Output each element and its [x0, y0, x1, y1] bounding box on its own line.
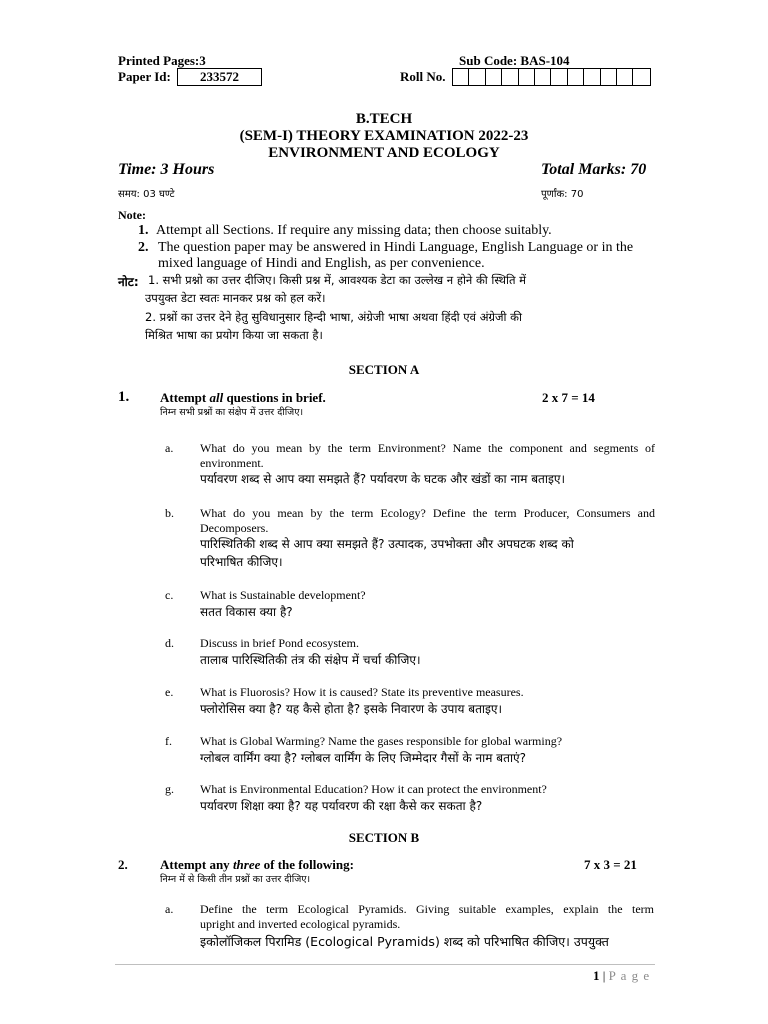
page-number: 1	[593, 968, 600, 983]
page-word: P a g e	[608, 968, 651, 983]
question-english-line1: What is Fluorosis? How it is caused? State its preventive measures.	[200, 685, 524, 699]
q1-number: 1.	[118, 389, 130, 405]
footer-divider	[115, 964, 655, 965]
roll-no-boxes[interactable]	[452, 68, 651, 86]
roll-no-cell[interactable]	[551, 69, 567, 85]
q1-instruction-post: questions in brief.	[223, 390, 326, 405]
roll-no-cell[interactable]	[519, 69, 535, 85]
note-hindi-2-line1: 2. प्रश्नों का उत्तर देने हेतु सुविधानुसार हिन्दी भाषा, अंग्रेजी भाषा अथवा हिंदी एवं अंग्रेजी की	[145, 310, 522, 324]
question-english-line1: What do you mean by the term Ecology? Define the term Producer, Consumers and	[200, 506, 655, 520]
roll-no-cell[interactable]	[633, 69, 649, 85]
q2-number: 2.	[118, 857, 128, 872]
question-english-line1: What do you mean by the term Environment? Name the component and segments of	[200, 441, 655, 455]
note-hindi-label: नोट:	[118, 275, 139, 289]
roll-no-cell[interactable]	[453, 69, 469, 85]
exam-title: (SEM-I) THEORY EXAMINATION 2022-23	[239, 128, 529, 144]
q2a-hindi-line1: इकोलॉजिकल पिरामिड (Ecological Pyramids) शब्द को परिभाषित कीजिए। उपयुक्त	[200, 934, 609, 949]
question-hindi-line1: पर्यावरण शब्द से आप क्या समझते हैं? पर्यावरण के घटक और खंडों का नाम बताइए।	[200, 472, 566, 486]
q2-instruction-post: of the following:	[260, 857, 354, 872]
note-2-number: 2.	[138, 240, 149, 255]
roll-no-cell[interactable]	[486, 69, 502, 85]
question-hindi-line1: ग्लोबल वार्मिंग क्या है? ग्लोबल वार्मिंग के लिए जिम्मेदार गैसों के नाम बताएं?	[200, 751, 527, 765]
q2-instruction-pre: Attempt any	[160, 857, 233, 872]
note-2-text-line2: mixed language of Hindi and English, as per convenience.	[158, 256, 485, 271]
question-english-line1: What is Global Warming? Name the gases responsible for global warming?	[200, 734, 563, 748]
total-marks-label: Total Marks: 70	[541, 161, 647, 178]
roll-no-cell[interactable]	[568, 69, 584, 85]
note-label: Note:	[118, 208, 146, 222]
time-label: Time: 3 Hours	[118, 161, 215, 178]
question-english-line1: What is Sustainable development?	[200, 588, 366, 602]
question-english-line1: What is Environmental Education? How it can protect the environment?	[200, 782, 547, 796]
page-footer	[593, 968, 650, 984]
q2-instruction-emphasis: three	[232, 857, 261, 872]
q2a-english-line1: Define the term Ecological Pyramids. Giving suitable examples, explain the term	[200, 902, 654, 916]
roll-no-cell[interactable]	[601, 69, 617, 85]
question-label: b.	[165, 506, 174, 520]
time-hindi: समय: 03 घण्टे	[118, 189, 175, 200]
paper-id-box	[177, 68, 262, 86]
question-hindi-line1: पर्यावरण शिक्षा क्या है? यह पर्यावरण की रक्षा कैसे कर सकता है?	[200, 799, 483, 813]
printed-pages: Printed Pages:3	[118, 53, 206, 68]
question-hindi-line1: पारिस्थितिकी शब्द से आप क्या समझते हैं? उत्पादक, उपभोक्ता और अपघटक शब्द को	[200, 537, 574, 551]
section-b-heading: SECTION B	[348, 830, 420, 845]
roll-no-cell[interactable]	[617, 69, 633, 85]
roll-no-cell[interactable]	[584, 69, 600, 85]
q1-instruction-emphasis: all	[209, 390, 224, 405]
q2-marks: 7 x 3 = 21	[584, 857, 637, 872]
question-label: a.	[165, 441, 174, 455]
note-1-text: Attempt all Sections. If require any missing data; then choose suitably.	[156, 223, 552, 238]
note-hindi-1-line2: उपयुक्त डेटा स्वतः मानकर प्रश्न को हल करें।	[145, 291, 326, 305]
q2a-label: a.	[165, 902, 174, 916]
q1-marks: 2 x 7 = 14	[542, 390, 595, 405]
note-hindi-2-line2: मिश्रित भाषा का प्रयोग किया जा सकता है।	[145, 328, 323, 342]
degree-title: B.TECH	[355, 111, 413, 127]
sub-code: Sub Code: BAS-104	[459, 53, 570, 68]
question-english-line2: environment.	[200, 456, 264, 470]
q1-instruction-pre: Attempt	[160, 390, 210, 405]
note-hindi-1-line1: 1. सभी प्रश्नो का उत्तर दीजिए। किसी प्रश्न में, आवश्यक डेटा का उल्लेख न होने की स्थिति में	[148, 273, 527, 287]
question-hindi-line2: परिभाषित कीजिए।	[200, 555, 283, 569]
roll-no-label: Roll No.	[400, 69, 446, 84]
paper-id-label: Paper Id:	[118, 69, 171, 84]
note-2-text-line1: The question paper may be answered in Hindi Language, English Language or in the	[158, 240, 634, 255]
page-separator: |	[599, 968, 609, 983]
q1-instruction-hindi: निम्न सभी प्रश्नों का संक्षेप में उत्तर दीजिए।	[160, 407, 304, 418]
section-a-heading: SECTION A	[348, 362, 420, 377]
question-label: f.	[165, 734, 172, 748]
subject-title: ENVIRONMENT AND ECOLOGY	[268, 145, 500, 161]
question-label: d.	[165, 636, 174, 650]
roll-no-cell[interactable]	[469, 69, 485, 85]
question-hindi-line1: फ्लोरोसिस क्या है? यह कैसे होता है? इसके निवारण के उपाय बताइए।	[200, 702, 503, 716]
q2a-english-line2: upright and inverted ecological pyramids.	[200, 917, 401, 931]
marks-hindi: पूर्णांक: 70	[541, 189, 584, 200]
note-1-number: 1.	[138, 223, 149, 238]
roll-no-cell[interactable]	[502, 69, 518, 85]
question-hindi-line1: सतत विकास क्या है?	[200, 605, 293, 619]
question-english-line1: Discuss in brief Pond ecosystem.	[200, 636, 359, 650]
question-label: c.	[165, 588, 174, 602]
question-english-line2: Decomposers.	[200, 521, 269, 535]
question-label: e.	[165, 685, 174, 699]
question-label: g.	[165, 782, 174, 796]
q2-instruction-hindi: निम्न में से किसी तीन प्रश्नों का उत्तर दीजिए।	[160, 874, 311, 885]
question-hindi-line1: तालाब पारिस्थितिकी तंत्र की संक्षेप में चर्चा कीजिए।	[200, 653, 421, 667]
roll-no-cell[interactable]	[535, 69, 551, 85]
q2-instruction	[160, 857, 354, 873]
q1-instruction	[160, 390, 326, 406]
paper-id-value: 233572	[200, 69, 239, 84]
